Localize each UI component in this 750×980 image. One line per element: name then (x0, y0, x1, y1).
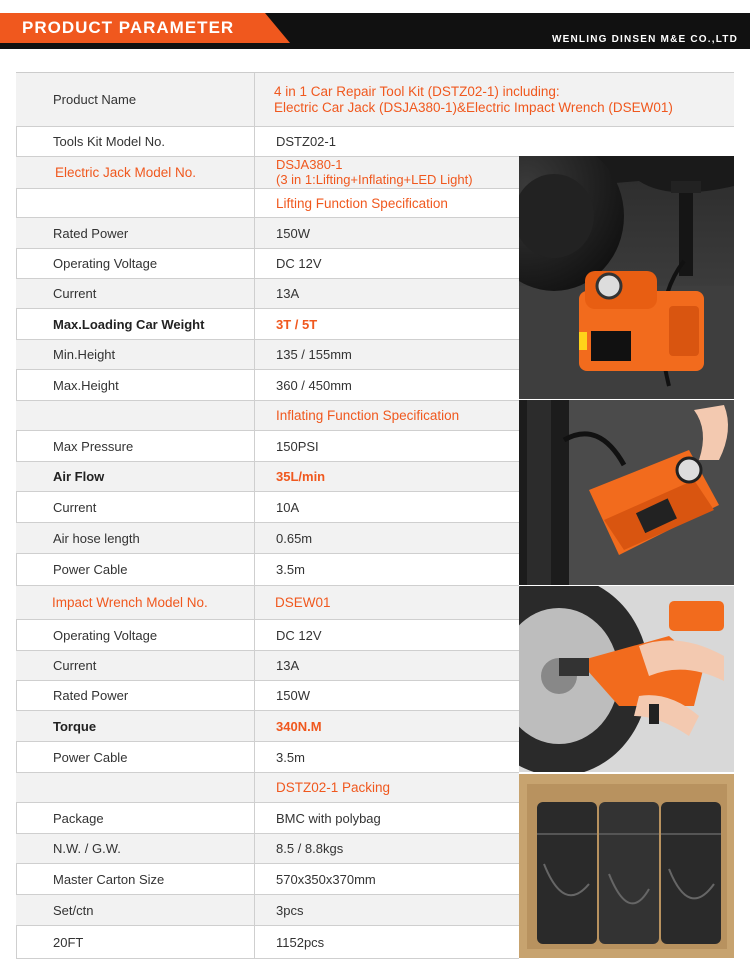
table-row (16, 651, 519, 681)
table-row (16, 309, 519, 340)
car-jack-image (519, 156, 734, 399)
row-label: Air hose length (16, 523, 255, 553)
row-value: DSEW01 (275, 595, 331, 610)
tire-inflation-photo (519, 400, 734, 585)
row-value: 150W (276, 225, 310, 241)
row-value: 1152pcs (276, 934, 325, 950)
row-label: Impact Wrench Model No. (16, 586, 255, 619)
row-label: Package (16, 803, 255, 833)
section-title: DSTZ02-1 Packing (276, 780, 391, 795)
table-row (16, 586, 519, 620)
row-label: N.W. / G.W. (16, 834, 255, 863)
row-value: 10A (276, 499, 300, 515)
row-label: Current (16, 651, 255, 680)
table-row (16, 742, 519, 773)
table-row (16, 926, 519, 959)
row-label: Max.Loading Car Weight (16, 309, 255, 339)
row-value: DSTZ02-1 (276, 134, 336, 149)
impact-wrench-photo (519, 586, 734, 772)
parameter-table (16, 72, 734, 950)
row-value: 135 / 155mm (276, 347, 352, 362)
packing-carton-image (519, 774, 734, 958)
table-row (16, 681, 519, 711)
table-row (16, 864, 519, 895)
table-row (16, 620, 519, 651)
table-row (16, 127, 734, 157)
table-row (16, 370, 519, 401)
tire-inflation-image (519, 400, 734, 585)
row-value: DSJA380-1 (276, 156, 343, 172)
table-row (16, 340, 519, 370)
row-label: Operating Voltage (16, 620, 255, 650)
row-label: Product Name (16, 73, 255, 126)
table-row (16, 462, 519, 492)
row-value: 3T / 5T (276, 316, 318, 332)
table-row (16, 431, 519, 462)
row-value: DC 12V (276, 256, 322, 271)
row-value: 340N.M (276, 718, 322, 734)
table-row (16, 218, 519, 249)
row-value: 360 / 450mm (276, 377, 352, 393)
table-row (16, 803, 519, 834)
row-label: Operating Voltage (16, 249, 255, 278)
table-row (16, 711, 519, 742)
row-value: 3.5m (276, 749, 305, 765)
row-label: Current (16, 492, 255, 522)
section-row (16, 773, 519, 803)
table-row (16, 279, 519, 309)
row-value: 150W (276, 688, 310, 703)
impact-wrench-image (519, 586, 734, 772)
table-row (16, 492, 519, 523)
row-value: Electric Car Jack (DSJA380-1)&Electric Impact Wrench (DSEW01) (274, 99, 673, 115)
packing-carton-photo (519, 774, 734, 958)
section-row (16, 401, 519, 431)
row-value: 570x350x370mm (276, 871, 376, 887)
row-label: Power Cable (16, 554, 255, 585)
row-value: 0.65m (276, 530, 313, 546)
table-row (16, 249, 519, 279)
row-label: Rated Power (16, 218, 255, 248)
row-value: (3 in 1:Lifting+Inflating+LED Light) (276, 171, 473, 187)
table-row (16, 895, 519, 926)
table-row (16, 834, 519, 864)
row-value: 150PSI (276, 438, 319, 454)
row-label: Master Carton Size (16, 864, 255, 894)
row-label: Air Flow (16, 462, 255, 491)
row-label: Min.Height (16, 340, 255, 369)
row-value: BMC with polybag (276, 810, 381, 826)
row-label: Torque (16, 711, 255, 741)
row-value: DC 12V (276, 627, 322, 643)
row-label: Tools Kit Model No. (16, 127, 255, 156)
table-row (16, 73, 734, 127)
row-value: 3pcs (276, 902, 304, 918)
page-title: PRODUCT PARAMETER (22, 18, 235, 37)
row-value: 13A (276, 658, 300, 673)
row-value: 4 in 1 Car Repair Tool Kit (DSTZ02-1) including: (274, 83, 560, 99)
row-label: Electric Jack Model No. (16, 157, 255, 188)
table-row (16, 554, 519, 586)
table-row (16, 157, 519, 189)
car-jack-photo (519, 156, 734, 399)
section-title: Inflating Function Specification (276, 408, 460, 423)
section-title: Lifting Function Specification (276, 195, 448, 211)
row-value: 13A (276, 286, 300, 301)
row-label: 20FT (16, 926, 255, 958)
row-value: 3.5m (276, 562, 305, 577)
company-name: WENLING DINSEN M&E CO.,LTD (551, 34, 738, 45)
row-label: Current (16, 279, 255, 308)
section-row (16, 189, 519, 218)
row-label: Rated Power (16, 681, 255, 710)
row-label: Max.Height (16, 370, 255, 400)
table-row (16, 523, 519, 554)
row-value: 35L/min (276, 469, 326, 484)
row-label: Power Cable (16, 742, 255, 772)
row-value: 8.5 / 8.8kgs (276, 841, 344, 856)
row-label: Max Pressure (16, 431, 255, 461)
row-label: Set/ctn (16, 895, 255, 925)
